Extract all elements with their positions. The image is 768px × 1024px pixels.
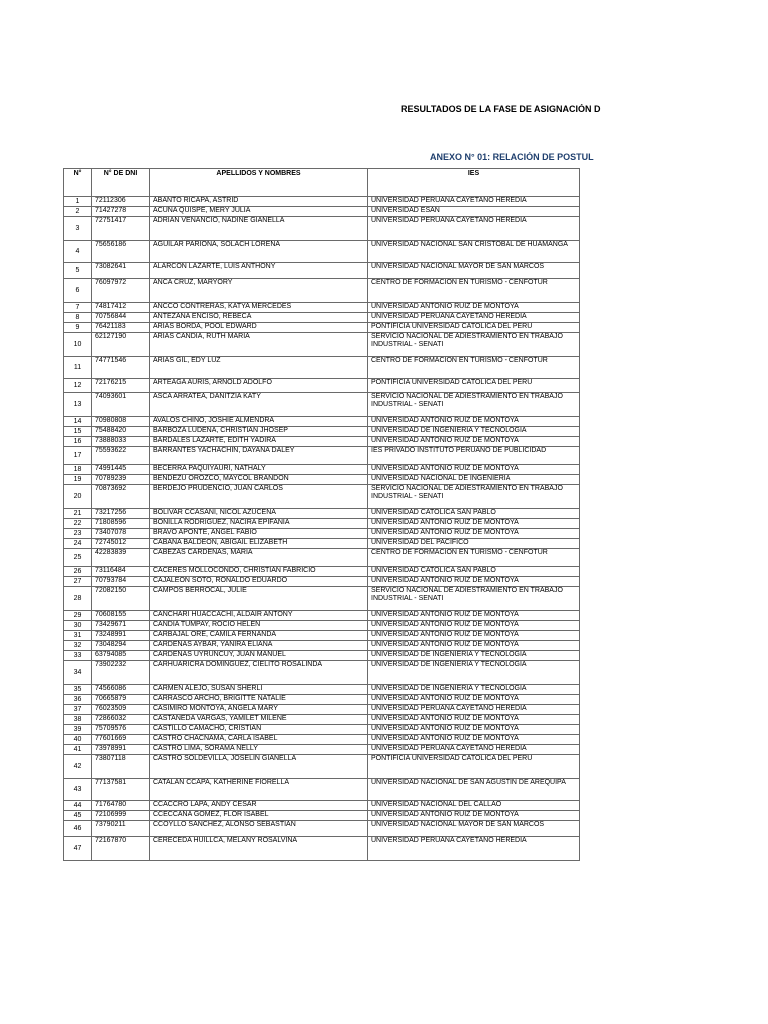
row-ies: UNIVERSIDAD NACIONAL DEL CALLAO [368,801,580,811]
row-ies: PONTIFICIA UNIVERSIDAD CATOLICA DEL PERU [368,755,580,779]
row-ies: UNIVERSIDAD DE INGENIERIA Y TECNOLOGIA [368,685,580,695]
annex-title: ANEXO N° 01: RELACIÓN DE POSTUL [430,152,594,162]
table-row [64,715,580,725]
row-dni: 73248991 [92,631,150,641]
row-name: CAMPOS BERROCAL, JULIE [150,587,368,611]
page-title: RESULTADOS DE LA FASE DE ASIGNACIÓN D [401,104,601,114]
table-row [64,811,580,821]
row-ies: UNIVERSIDAD PERUANA CAYETANO HEREDIA [368,705,580,715]
row-name: ARIAS CANDIA, RUTH MARIA [150,333,368,357]
table-row [64,475,580,485]
row-name: CACERES MOLLOCONDO, CHRISTIAN FABRICIO [150,567,368,577]
row-number: 46 [64,821,92,837]
row-dni: 70873692 [92,485,150,509]
row-name: CASTRO CHACÑAMA, CARLA ISABEL [150,735,368,745]
row-dni: 70793784 [92,577,150,587]
row-dni: 72745012 [92,539,150,549]
row-dni: 73978991 [92,745,150,755]
row-name: CARDENAS AYBAR, YANIRA ELIANA [150,641,368,651]
table-row [64,801,580,811]
row-dni: 71427278 [92,207,150,217]
table-row [64,611,580,621]
row-name: CARDENAS UYRUNCUY, JUAN MANUEL [150,651,368,661]
row-name: AGUILAR PARIONA, SOLACH LORENA [150,241,368,263]
row-number: 39 [64,725,92,735]
table-row [64,447,580,465]
table-row [64,217,580,241]
table-row [64,685,580,695]
row-ies: UNIVERSIDAD CATOLICA SAN PABLO [368,509,580,519]
row-dni: 62127190 [92,333,150,357]
row-ies: UNIVERSIDAD ANTONIO RUIZ DE MONTOYA [368,735,580,745]
row-ies: UNIVERSIDAD PERUANA CAYETANO HEREDIA [368,837,580,861]
row-name: BONILLA RODRIGUEZ, NACIRA EPIFANIA [150,519,368,529]
row-ies: SERVICIO NACIONAL DE ADIESTRAMIENTO EN TRABAJO INDUSTRIAL - SENATI [368,333,580,357]
row-ies: UNIVERSIDAD NACIONAL DE SAN AGUSTIN DE AREQUIPA [368,779,580,801]
row-name: CATALAN CCAPA, KATHERINE FIORELLA [150,779,368,801]
row-ies: IES PRIVADO INSTITUTO PERUANO DE PUBLICIDAD [368,447,580,465]
row-dni: 75709576 [92,725,150,735]
row-number: 40 [64,735,92,745]
row-ies: UNIVERSIDAD PERUANA CAYETANO HEREDIA [368,217,580,241]
row-dni: 73048294 [92,641,150,651]
row-name: ARIAS BORDA, POOL EDWARD [150,323,368,333]
row-name: CARHUARICRA DOMINGUEZ, CIELITO ROSALINDA [150,661,368,685]
row-name: BECERRA PAQUIYAURI, NATHALY [150,465,368,475]
row-dni: 73116484 [92,567,150,577]
row-name: ARIAS GIL, EDY LUZ [150,357,368,379]
row-name: CARBAJAL ORE, CAMILA FERNANDA [150,631,368,641]
table-row [64,735,580,745]
row-ies: PONTIFICIA UNIVERSIDAD CATOLICA DEL PERU [368,323,580,333]
row-dni: 75593622 [92,447,150,465]
row-dni: 71764780 [92,801,150,811]
row-number: 20 [64,485,92,509]
row-dni: 70980808 [92,417,150,427]
row-name: CCECCAÑA GOMEZ, FLOR ISABEL [150,811,368,821]
row-number: 3 [64,217,92,241]
row-ies: UNIVERSIDAD ANTONIO RUIZ DE MONTOYA [368,303,580,313]
row-dni: 76097972 [92,279,150,303]
row-dni: 74771546 [92,357,150,379]
row-dni: 72082150 [92,587,150,611]
row-ies: UNIVERSIDAD ANTONIO RUIZ DE MONTOYA [368,621,580,631]
table-row [64,379,580,393]
row-number: 9 [64,323,92,333]
column-header-dni: N° DE DNI [92,169,150,197]
row-number: 11 [64,357,92,379]
column-header-name: APELLIDOS Y NOMBRES [150,169,368,197]
row-ies: UNIVERSIDAD NACIONAL DE INGENIERIA [368,475,580,485]
table-body [64,197,580,861]
row-name: ANCCO CONTRERAS, KATYA MERCEDES [150,303,368,313]
row-number: 8 [64,313,92,323]
row-dni: 70665879 [92,695,150,705]
table-row [64,357,580,379]
row-number: 14 [64,417,92,427]
row-name: CAJALEON SOTO, RONALDO EDUARDO [150,577,368,587]
table-row [64,197,580,207]
row-number: 47 [64,837,92,861]
row-name: ABANTO RICAPA, ASTRID [150,197,368,207]
table-row [64,695,580,705]
row-ies: CENTRO DE FORMACION EN TURISMO - CENFOTUR [368,549,580,567]
row-name: CASIMIRO MONTOYA, ANGELA MARY [150,705,368,715]
row-dni: 70608155 [92,611,150,621]
table-row [64,323,580,333]
row-ies: UNIVERSIDAD DEL PACIFICO [368,539,580,549]
row-dni: 74093601 [92,393,150,417]
table-row [64,631,580,641]
row-number: 44 [64,801,92,811]
row-number: 29 [64,611,92,621]
row-dni: 73217256 [92,509,150,519]
row-dni: 75488420 [92,427,150,437]
row-ies: SERVICIO NACIONAL DE ADIESTRAMIENTO EN TRABAJO INDUSTRIAL - SENATI [368,485,580,509]
row-number: 13 [64,393,92,417]
table-row [64,427,580,437]
row-number: 42 [64,755,92,779]
table-row [64,417,580,427]
table-row [64,567,580,577]
table-row [64,651,580,661]
row-ies: SERVICIO NACIONAL DE ADIESTRAMIENTO EN TRABAJO INDUSTRIAL - SENATI [368,587,580,611]
row-name: BOLIVAR CCASANI, NICOL AZUCENA [150,509,368,519]
table-row [64,621,580,631]
row-ies: UNIVERSIDAD NACIONAL SAN CRISTOBAL DE HUAMANGA [368,241,580,263]
row-number: 41 [64,745,92,755]
row-ies: UNIVERSIDAD PERUANA CAYETANO HEREDIA [368,313,580,323]
row-ies: UNIVERSIDAD ANTONIO RUIZ DE MONTOYA [368,631,580,641]
row-number: 16 [64,437,92,447]
row-ies: UNIVERSIDAD ANTONIO RUIZ DE MONTOYA [368,577,580,587]
row-ies: UNIVERSIDAD PERUANA CAYETANO HEREDIA [368,197,580,207]
row-number: 45 [64,811,92,821]
row-number: 10 [64,333,92,357]
row-ies: CENTRO DE FORMACION EN TURISMO - CENFOTUR [368,357,580,379]
row-name: ASCA ARRATEA, DANITZIA KATY [150,393,368,417]
row-number: 1 [64,197,92,207]
row-name: BARRANTES YACHACHIN, DAYANA DALEY [150,447,368,465]
row-dni: 73407078 [92,529,150,539]
row-dni: 77601669 [92,735,150,745]
row-dni: 72751417 [92,217,150,241]
row-ies: UNIVERSIDAD ANTONIO RUIZ DE MONTOYA [368,519,580,529]
row-ies: UNIVERSIDAD DE INGENIERIA Y TECNOLOGIA [368,427,580,437]
row-ies: UNIVERSIDAD NACIONAL MAYOR DE SAN MARCOS [368,263,580,279]
table-row [64,333,580,357]
row-dni: 73082641 [92,263,150,279]
row-ies: UNIVERSIDAD ANTONIO RUIZ DE MONTOYA [368,417,580,427]
row-dni: 70789239 [92,475,150,485]
row-number: 25 [64,549,92,567]
row-number: 5 [64,263,92,279]
row-dni: 42283839 [92,549,150,567]
table-row [64,509,580,519]
row-name: ANTEZANA ENCISO, REBECA [150,313,368,323]
row-name: CARRASCO ARCHO, BRIGITTE NATALIE [150,695,368,705]
row-number: 30 [64,621,92,631]
row-ies: UNIVERSIDAD ANTONIO RUIZ DE MONTOYA [368,465,580,475]
row-ies: UNIVERSIDAD ESAN [368,207,580,217]
row-name: BERDEJO PRUDENCIO, JUAN CARLOS [150,485,368,509]
row-ies: UNIVERSIDAD ANTONIO RUIZ DE MONTOYA [368,529,580,539]
row-dni: 72112306 [92,197,150,207]
row-name: BENDEZU OROZCO, MAYCOL BRANDON [150,475,368,485]
row-ies: UNIVERSIDAD ANTONIO RUIZ DE MONTOYA [368,611,580,621]
row-number: 31 [64,631,92,641]
row-number: 35 [64,685,92,695]
row-dni: 73807118 [92,755,150,779]
row-number: 15 [64,427,92,437]
row-name: CANCHARI HUACCACHI, ALDAIR ANTONY [150,611,368,621]
table-row [64,263,580,279]
row-number: 24 [64,539,92,549]
row-dni: 72167870 [92,837,150,861]
row-ies: UNIVERSIDAD PERUANA CAYETANO HEREDIA [368,745,580,755]
table-row [64,821,580,837]
row-ies: UNIVERSIDAD ANTONIO RUIZ DE MONTOYA [368,695,580,705]
row-ies: PONTIFICIA UNIVERSIDAD CATOLICA DEL PERU [368,379,580,393]
row-name: CCOYLLO SANCHEZ, ALONSO SEBASTIAN [150,821,368,837]
row-name: ALARCON LAZARTE, LUIS ANTHONY [150,263,368,279]
table-row [64,725,580,735]
row-name: CABEZAS CARDENAS, MARIA [150,549,368,567]
table-row [64,279,580,303]
table-row [64,393,580,417]
row-dni: 73902232 [92,661,150,685]
row-number: 2 [64,207,92,217]
row-dni: 74566086 [92,685,150,695]
table-row [64,241,580,263]
row-number: 18 [64,465,92,475]
table-row [64,485,580,509]
row-number: 23 [64,529,92,539]
table-row [64,437,580,447]
row-ies: SERVICIO NACIONAL DE ADIESTRAMIENTO EN TRABAJO INDUSTRIAL - SENATI [368,393,580,417]
row-dni: 72866032 [92,715,150,725]
row-name: CASTRO SOLDEVILLA, JOSELIN GIANELLA [150,755,368,779]
row-name: CARMEN ALEJO, SUSAN SHERLI [150,685,368,695]
row-ies: UNIVERSIDAD ANTONIO RUIZ DE MONTOYA [368,437,580,447]
table-row [64,779,580,801]
row-number: 19 [64,475,92,485]
row-dni: 74991445 [92,465,150,475]
row-dni: 76023509 [92,705,150,715]
table-row [64,661,580,685]
table-row [64,303,580,313]
row-name: CCACCRO LAPA, ANDY CESAR [150,801,368,811]
row-ies: UNIVERSIDAD DE INGENIERIA Y TECNOLOGIA [368,651,580,661]
table-row [64,587,580,611]
row-dni: 77137581 [92,779,150,801]
table-header-row [64,169,580,197]
row-number: 21 [64,509,92,519]
table-row [64,539,580,549]
table-row [64,519,580,529]
row-number: 4 [64,241,92,263]
row-number: 38 [64,715,92,725]
row-name: BARBOZA LUDEÑA, CHRISTIAN JHOSEP [150,427,368,437]
row-number: 37 [64,705,92,715]
row-name: ADRIAN VENANCIO, NADINE GIANELLA [150,217,368,241]
row-number: 26 [64,567,92,577]
row-name: CERECEDA HUILLCA, MELANY ROSALVINA [150,837,368,861]
row-dni: 72176215 [92,379,150,393]
row-number: 43 [64,779,92,801]
row-dni: 72106999 [92,811,150,821]
row-name: CASTAÑEDA VARGAS, YAMILET MILENE [150,715,368,725]
row-number: 32 [64,641,92,651]
row-ies: UNIVERSIDAD NACIONAL MAYOR DE SAN MARCOS [368,821,580,837]
table-row [64,465,580,475]
row-dni: 63794085 [92,651,150,661]
row-number: 36 [64,695,92,705]
table-row [64,313,580,323]
row-number: 34 [64,661,92,685]
row-name: BRAVO APONTE, ANGEL FABIO [150,529,368,539]
row-dni: 74817412 [92,303,150,313]
row-name: ARTEAGA AURIS, ARNOLD ADOLFO [150,379,368,393]
row-ies: UNIVERSIDAD ANTONIO RUIZ DE MONTOYA [368,641,580,651]
row-name: ANCA CRUZ, MARYORY [150,279,368,303]
row-number: 6 [64,279,92,303]
row-dni: 76421183 [92,323,150,333]
row-number: 22 [64,519,92,529]
row-name: CABANA BALDEON, ABIGAIL ELIZABETH [150,539,368,549]
row-ies: UNIVERSIDAD ANTONIO RUIZ DE MONTOYA [368,811,580,821]
table-row [64,577,580,587]
row-ies: UNIVERSIDAD DE INGENIERIA Y TECNOLOGIA [368,661,580,685]
row-number: 28 [64,587,92,611]
table-row [64,549,580,567]
row-ies: UNIVERSIDAD CATOLICA SAN PABLO [368,567,580,577]
row-name: CANDIA TUMPAY, ROCIO HELEN [150,621,368,631]
row-number: 33 [64,651,92,661]
row-dni: 75656186 [92,241,150,263]
table-row [64,529,580,539]
row-dni: 70756844 [92,313,150,323]
table-row [64,207,580,217]
results-table [63,168,580,861]
row-number: 17 [64,447,92,465]
row-number: 12 [64,379,92,393]
row-dni: 73888033 [92,437,150,447]
row-ies: UNIVERSIDAD ANTONIO RUIZ DE MONTOYA [368,725,580,735]
row-name: CASTRO LIMA, SORAMA NELLY [150,745,368,755]
column-header-number: N° [64,169,92,197]
row-dni: 73790211 [92,821,150,837]
row-ies: CENTRO DE FORMACION EN TURISMO - CENFOTUR [368,279,580,303]
table-row [64,705,580,715]
table-row [64,755,580,779]
row-number: 7 [64,303,92,313]
row-dni: 71808596 [92,519,150,529]
row-dni: 73429671 [92,621,150,631]
table-row [64,745,580,755]
table-row [64,641,580,651]
row-name: CASTILLO CAMACHO, CRISTIAN [150,725,368,735]
row-name: AVALOS CHINO, JOSHIE ALMENDRA [150,417,368,427]
row-ies: UNIVERSIDAD ANTONIO RUIZ DE MONTOYA [368,715,580,725]
row-number: 27 [64,577,92,587]
column-header-ies: IES [368,169,580,197]
table-row [64,837,580,861]
row-name: BARDALES LAZARTE, EDITH YADIRA [150,437,368,447]
row-name: ACUÑA QUISPE, MERY JULIA [150,207,368,217]
